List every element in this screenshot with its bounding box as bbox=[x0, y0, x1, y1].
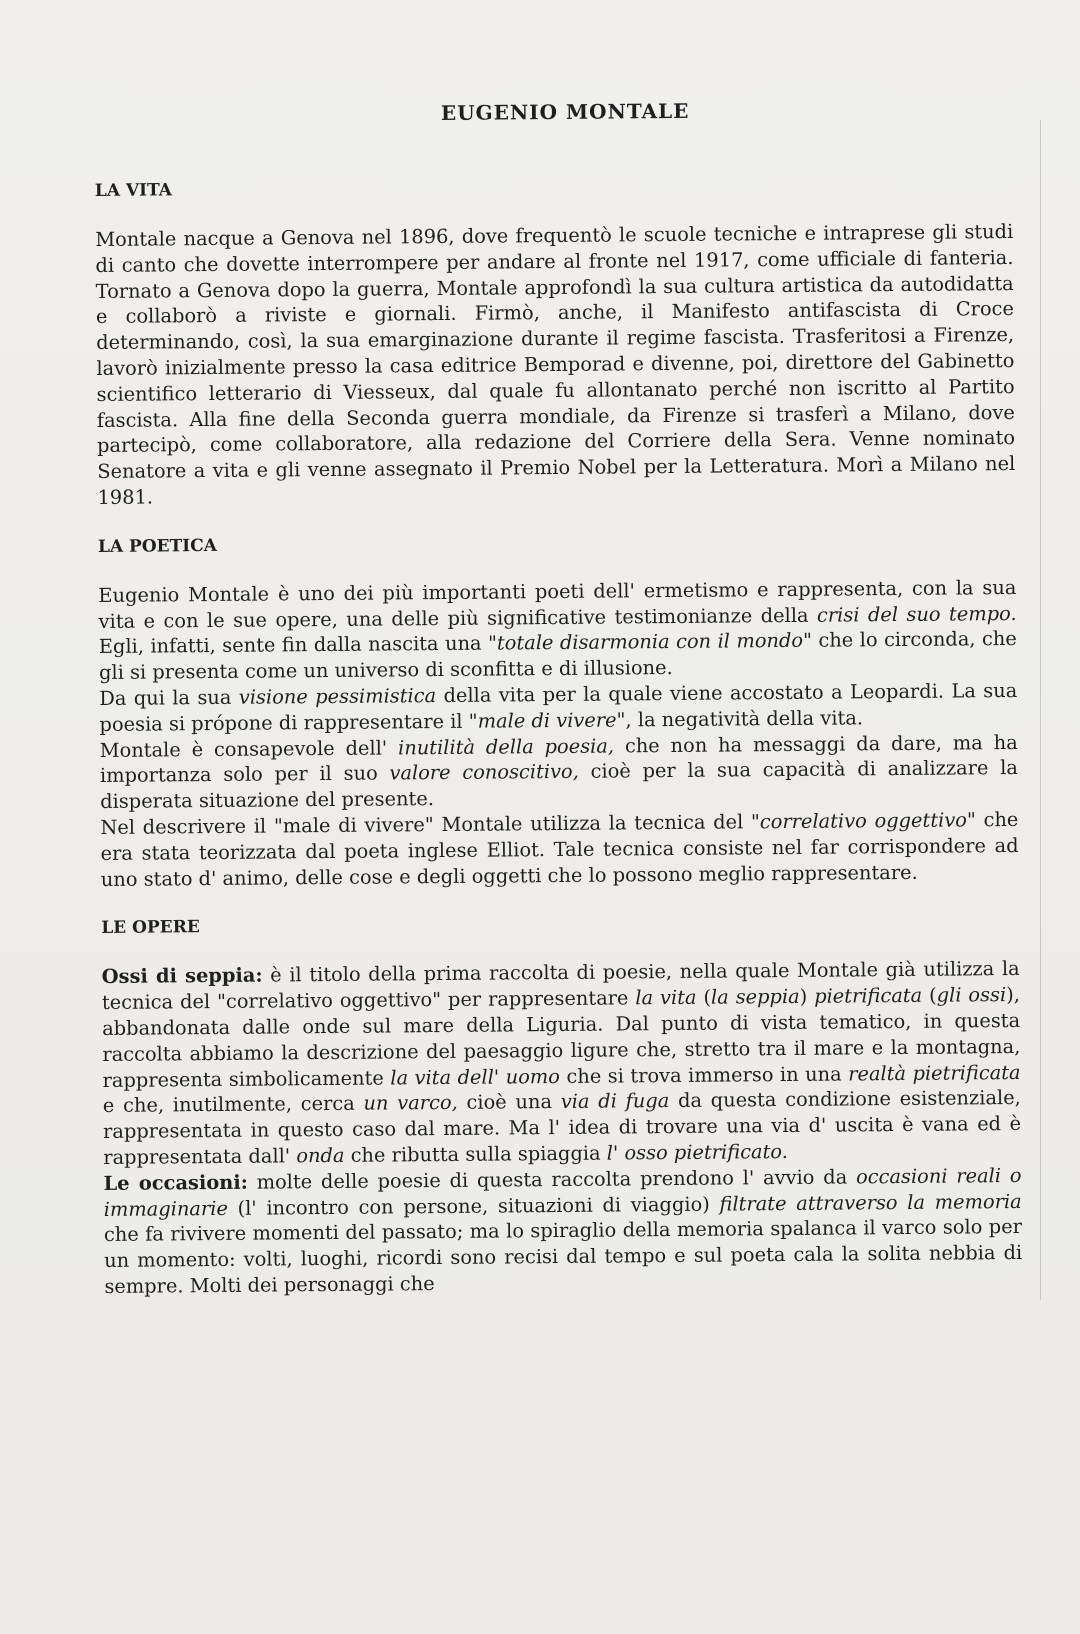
poetica-paragraph-4: Nel descrivere il "male di vivere" Montale utilizza la tecnica del "correlativo oggettivo" che era stata teorizzata dal poeta inglese Elliot. Tale tecnica consiste nel far corrispondere ad uno stato d' animo, delle cose e degli oggetti che lo possono meglio rappresentare. bbox=[100, 807, 1019, 891]
poetica-paragraph-1: Eugenio Montale è uno dei più importanti poeti dell' ermetismo e rappresenta, con la sua vita e con le sue opere, una delle più significative testimonianze della crisi del suo tempo. Egli, infatti, sente fin dalla nascita una "totale disarmonia con il mondo" che lo circonda, che gli si presenta come un universo di sconfitta e di illusione. bbox=[98, 575, 1017, 685]
section-heading-opere: LE OPERE bbox=[101, 917, 200, 939]
document-title: EUGENIO MONTALE bbox=[440, 98, 690, 125]
le-occasioni-label: Le occasioni: bbox=[103, 1170, 248, 1195]
ossi-di-seppia-label: Ossi di seppia: bbox=[101, 963, 263, 989]
poetica-paragraph-3: Montale è consapevole dell' inutilità della poesia, che non ha messaggi da dare, ma ha importanza solo per il suo valore conoscitivo, cioè per la sua capacità di analizzare la disperata situazione del presente. bbox=[99, 730, 1019, 814]
section-heading-poetica: LA POETICA bbox=[97, 535, 217, 557]
section-heading-vita: LA VITA bbox=[94, 180, 173, 201]
page-edge-shadow bbox=[1040, 120, 1041, 1300]
poetica-text bbox=[98, 575, 1019, 893]
poetica-paragraph-2: Da qui la sua visione pessimistica della vita per la quale viene accostato a Leopardi. La sua poesia si própone di rappresentare il "male di vivere", la negatività della vita. bbox=[99, 678, 1018, 736]
ossi-di-seppia-paragraph: Ossi di seppia: è il titolo della prima raccolta di poesie, nella quale Montale già utilizza la tecnica del "correlativo oggettivo" per rappresentare la vita (la seppia) pietrificata (gli ossi), abbandonata dalle onde sul mare della Liguria. Dal punto di vista tematico, in questa raccolta abbiamo la descrizione del paesaggio ligure che, stretto tra il mare e la montagna, rappresenta simbolicamente la vita dell' uomo che si trova immerso in una realtà pietrificata e che, inutilmente, cerca un varco, cioè una via di fuga da questa condizione esistenziale, rappresentata in questo caso dal mare. Ma l' idea di trovare una via d' uscita è vana ed è rappresentata dall' onda che ributta sulla spiaggia l' osso pietrificato. bbox=[101, 957, 1022, 1169]
vita-paragraph: Montale nacque a Genova nel 1896, dove frequentò le scuole tecniche e intraprese gli studi di canto che dovette interrompere per andare al fronte nel 1917, come ufficiale di fanteria. Tornato a Genova dopo la guerra, Montale approfondì la sua cultura artistica da autodidatta e collaborò a riviste e giornali. Firmò, anche, il Manifesto antifascista di Croce determinando, così, la sua emarginazione durante il regime fascista. Trasferitosi a Firenze, lavorò inizialmente presso la casa editrice Bemporad e divenne, poi, direttore del Gabinetto scientifico letterario di Viesseux, dal quale fu allontanato perché non iscritto al Partito fascista. Alla fine della Seconda guerra mondiale, da Firenze si trasferì a Milano, dove partecipò, come collaboratore, alla redazione del Corriere della Sera. Venne nominato Senatore a vita e gli venne assegnato il Premio Nobel per la Letteratura. Morì a Milano nel 1981. bbox=[95, 219, 1016, 509]
opere-text bbox=[102, 956, 1023, 1299]
document-body bbox=[94, 86, 1022, 1300]
le-occasioni-paragraph: Le occasioni: molte delle poesie di questa raccolta prendono l' avvio da occasioni reali o immaginarie (l' incontro con persone, situazioni di viaggio) filtrate attraverso la memoria che fa rivivere momenti del passato; ma lo spiraglio della memoria spalanca il varco solo per un momento: volti, luoghi, ricordi sono recisi dal tempo e sul poeta cala la solita nebbia di sempre. Molti dei personaggi che bbox=[103, 1163, 1023, 1298]
